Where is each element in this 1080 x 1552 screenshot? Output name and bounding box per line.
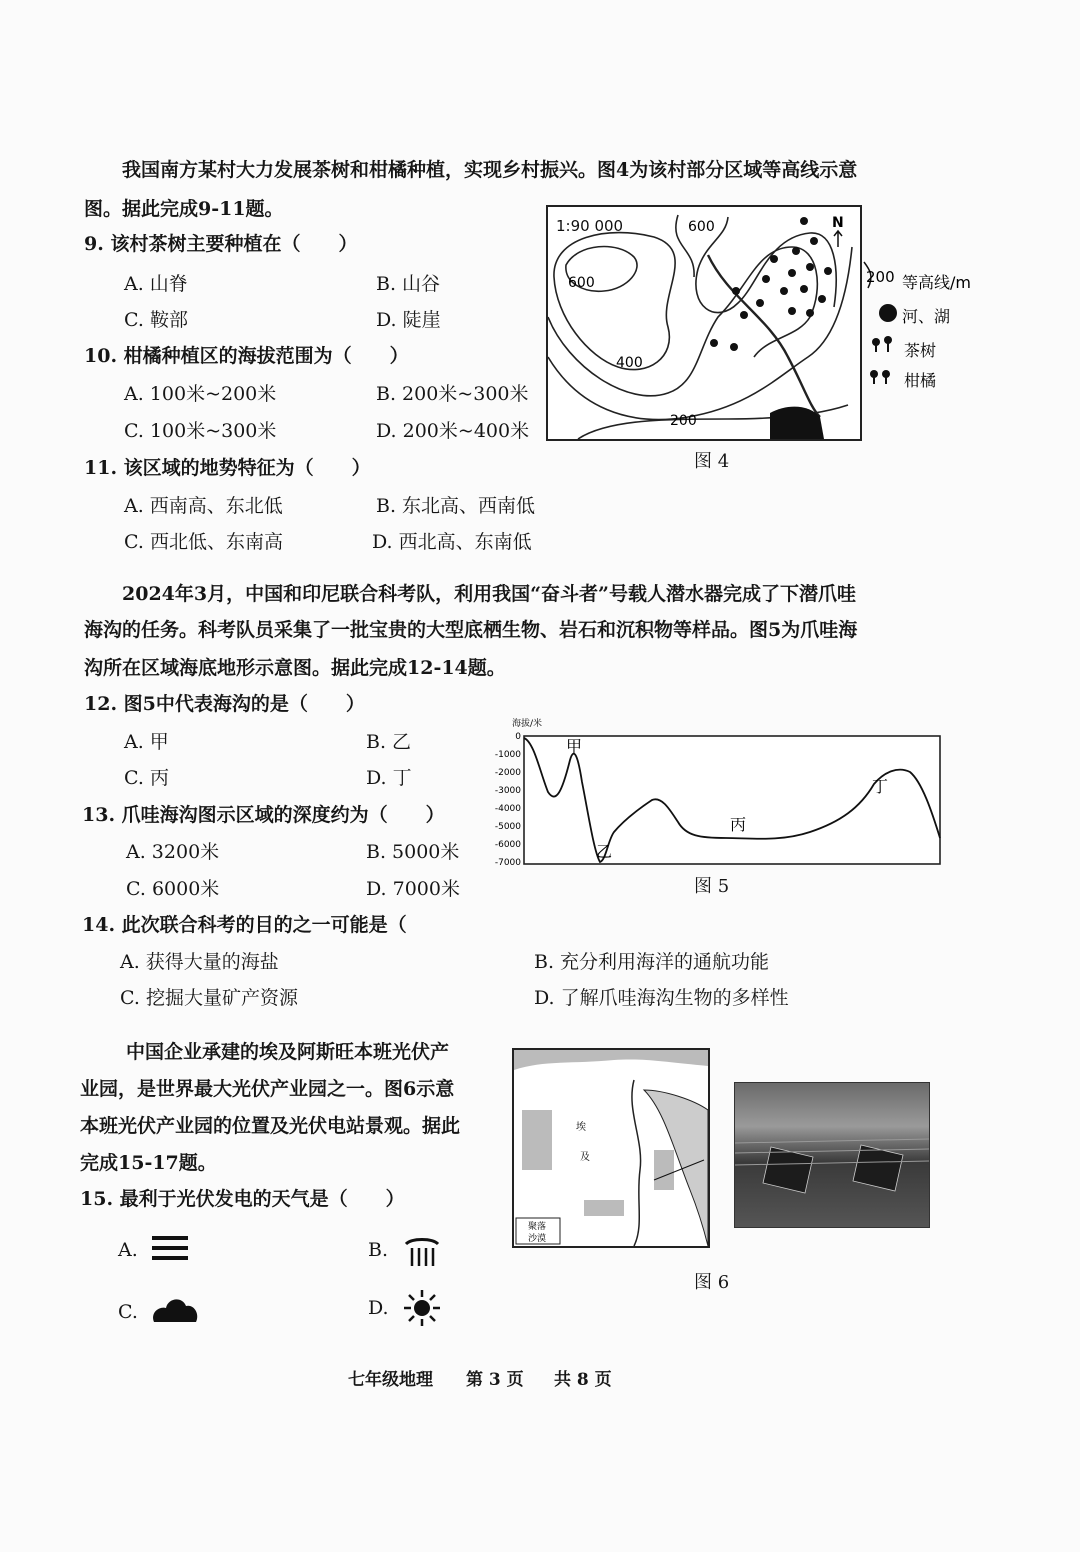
q15-stem: 15. 最利于光伏发电的天气是（ ） (80, 1188, 405, 1210)
figure5-frame (524, 736, 940, 864)
legend-contour-label: 等高线/m (902, 273, 971, 292)
figure5-yticks (495, 732, 521, 868)
q15-option-d: D. (368, 1297, 389, 1319)
footer-total: 共 8 页 (554, 1370, 612, 1390)
north-arrow-icon (834, 231, 842, 247)
figure5-profile (490, 712, 950, 872)
q12-option-d: D. 丁 (366, 767, 412, 789)
q14-option-a: A. 获得大量的海盐 (120, 951, 279, 973)
section3-intro-line1: 中国企业承建的埃及阿斯旺本班光伏产 (126, 1041, 450, 1063)
legend-orange-icon (870, 370, 890, 384)
q11-option-c: C. 西北低、东南高 (124, 531, 283, 553)
q9-option-a: A. 山脊 (124, 273, 188, 295)
q11-stem: 11. 该区域的地势特征为（ ） (84, 457, 371, 479)
q11-option-a: A. 西南高、东北低 (124, 495, 283, 517)
ytick-3000: -3000 (494, 786, 521, 796)
q9-stem: 9. 该村茶树主要种植在（ ） (84, 233, 358, 255)
ytick-4000: -4000 (494, 804, 521, 814)
map-label-egypt-2: 及 (580, 1152, 590, 1163)
q14-option-b: B. 充分利用海洋的通航功能 (534, 951, 770, 973)
sunny-icon (402, 1288, 442, 1328)
contour-label-600-left: 600 (568, 275, 595, 291)
contour-400 (548, 247, 817, 396)
section3-intro-line3: 本班光伏产业园的位置及光伏电站景观。据此 (80, 1115, 461, 1137)
q12-option-b: B. 乙 (366, 731, 412, 753)
q14-stem: 14. 此次联合科考的目的之一可能是（ (82, 914, 407, 936)
legend-river-label: 河、湖 (902, 307, 951, 326)
section3-intro-line4: 完成15-17题。 (80, 1152, 217, 1174)
figure6-map-svg (514, 1050, 708, 1246)
contour-label-400: 400 (616, 355, 643, 371)
figure6-map (512, 1048, 710, 1248)
desert-pattern (522, 1110, 674, 1216)
q12-option-a: A. 甲 (124, 731, 169, 753)
rain-icon (402, 1236, 442, 1270)
solar-panels-svg (735, 1083, 929, 1227)
figure5-caption: 图 5 (694, 876, 730, 897)
q12-option-c: C. 丙 (124, 767, 169, 789)
q9-option-b: B. 山谷 (376, 273, 441, 295)
section2-intro-line2: 海沟的任务。科考队员采集了一批宝贵的大型底栖生物、岩石和沉积物等样品。图5为爪哇海 (84, 619, 858, 641)
q13-stem: 13. 爪哇海沟图示区域的深度约为（ ） (82, 804, 445, 826)
solar-plant-photo (734, 1082, 930, 1228)
q13-option-c: C. 6000米 (126, 878, 220, 900)
figure6-caption: 图 6 (694, 1272, 730, 1293)
q10-option-d: D. 200米~400米 (376, 420, 530, 442)
q10-option-b: B. 200米~300米 (376, 383, 529, 405)
legend-tea-label: 茶树 (904, 341, 937, 360)
legend-contour-value: 200 (866, 268, 895, 286)
figure4-legend (860, 258, 990, 398)
footer-page: 第 3 页 (466, 1370, 524, 1390)
nile-river (632, 1080, 641, 1246)
q9-option-d: D. 陡崖 (376, 309, 441, 331)
section1-intro-line1: 我国南方某村大力发展茶树和柑橘种植，实现乡村振兴。图4为该村部分区域等高线示意 (122, 159, 858, 181)
q14-option-d: D. 了解爪哇海沟生物的多样性 (534, 987, 789, 1009)
label-bing: 丙 (730, 815, 747, 834)
q13-option-b: B. 5000米 (366, 841, 460, 863)
q14-option-c: C. 挖掘大量矿产资源 (120, 987, 298, 1009)
section2-intro-line1: 2024年3月，中国和印尼联合科考队，利用我国“奋斗者”号载人潜水器完成了下潜爪哇 (122, 583, 856, 605)
contour-label-600-top: 600 (688, 219, 715, 235)
ytick-2000: -2000 (494, 768, 521, 778)
red-sea (644, 1090, 708, 1246)
label-yi: 乙 (596, 842, 613, 861)
figure4-scale: 1:90 000 (556, 217, 624, 235)
ytick-6000: -6000 (494, 840, 521, 850)
mediterranean-sea (514, 1050, 708, 1070)
ytick-7000: -7000 (494, 858, 521, 868)
q13-option-a: A. 3200米 (126, 841, 220, 863)
section3-intro-line2: 业园，是世界最大光伏产业园之一。图6示意 (80, 1078, 455, 1100)
contour-label-200: 200 (670, 413, 697, 429)
section1-intro-line2: 图。据此完成9-11题。 (84, 198, 284, 220)
legend-orange-label: 柑橘 (904, 371, 937, 390)
north-label: N (832, 215, 844, 231)
q9-option-c: C. 鞍部 (124, 309, 188, 331)
q10-option-c: C. 100米~300米 (124, 420, 277, 442)
cloudy-icon (150, 1292, 200, 1326)
contour-hilltop-middle (554, 233, 675, 370)
q10-option-a: A. 100米~200米 (124, 383, 277, 405)
figure4-caption: 图 4 (694, 451, 730, 472)
fog-icon (150, 1234, 190, 1262)
figure4-svg (548, 207, 860, 439)
ytick-1000: -1000 (494, 750, 521, 760)
q12-stem: 12. 图5中代表海沟的是（ ） (84, 693, 365, 715)
figure4-contour-map (546, 205, 862, 441)
label-ding: 丁 (872, 777, 889, 796)
map-label-egypt-1: 埃 (576, 1122, 586, 1133)
legend-river-icon (879, 304, 897, 322)
section2-intro-line3: 沟所在区域海底地形示意图。据此完成12-14题。 (84, 657, 506, 679)
figure5-ylabel: 海拔/米 (512, 719, 543, 729)
q15-option-b: B. (368, 1239, 389, 1261)
map-legend-settlement: 聚落 (528, 1222, 547, 1232)
footer-subject: 七年级地理 (348, 1370, 433, 1390)
ytick-5000: -5000 (494, 822, 521, 832)
q11-option-d: D. 西北高、东南低 (372, 531, 532, 553)
legend-tea-icon (872, 336, 892, 352)
q15-option-a: A. (118, 1239, 138, 1261)
label-jia: 甲 (566, 737, 583, 756)
ytick-0: 0 (515, 732, 521, 742)
q11-option-b: B. 东北高、西南低 (376, 495, 536, 517)
q15-option-c: C. (118, 1301, 138, 1323)
map-legend-desert: 沙漠 (528, 1234, 547, 1244)
q13-option-d: D. 7000米 (366, 878, 460, 900)
q10-stem: 10. 柑橘种植区的海拔范围为（ ） (84, 345, 409, 367)
